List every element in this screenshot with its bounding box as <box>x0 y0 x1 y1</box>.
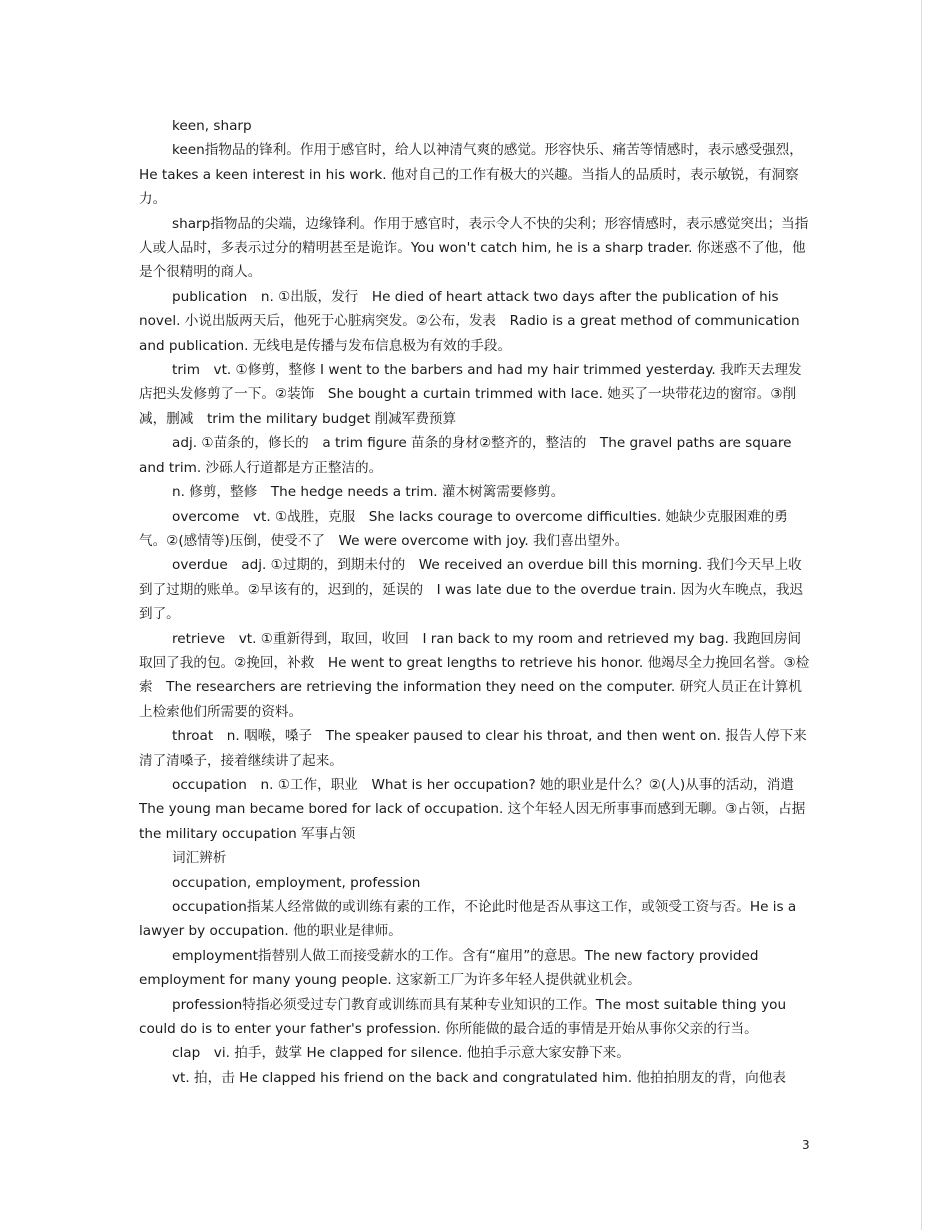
entry-overdue: overdue adj. ①过期的，到期未付的 We received an overdue bill this morning. 我们今天早上收到了过期的账单。②早该有的，迟到的，延误的 I was late due to the overdue train. 因为火车晚点，我迟到了。 <box>139 557 804 623</box>
vocabulary-body <box>139 114 819 1090</box>
entry-overcome: overcome vt. ①战胜，克服 She lacks courage to overcome difficulties. 她缺少克服困难的勇气。②(感情等)压倒，使受不了 We were overcome with joy. 我们喜出望外。 <box>139 508 788 549</box>
page-edge-divider <box>921 0 922 1230</box>
paragraph-profession-usage: profession特指必须受过专门教育或训练而具有某种专业知识的工作。The most suitable thing you could do is to enter your father's profession. 你所能做的最合适的事情是开始从事你父亲的行当。 <box>139 996 791 1038</box>
paragraph-employment-usage: employment指替别人做工而接受薪水的工作。含有“雇用”的意思。The new factory provided employment for many young people. 这家新工厂为许多年轻人提供就业机会。 <box>139 947 763 989</box>
entry-publication: publication n. ①出版，发行 He died of heart attack two days after the publication of his novel. 小说出版两天后，他死于心脏病突发。②公布，发表 Radio is a great method of communication and publication. 无线电是传播与发布信息极为有效的手段。 <box>139 288 804 354</box>
comparison-terms: occupation, employment, profession <box>172 874 421 891</box>
entry-trim-verb: trim vt. ①修剪，整修 I went to the barbers and had my hair trimmed yesterday. 我昨天去理发店把头发修剪了一下。②装饰 She bought a curtain trimmed with lace. 她买了一块带花边的窗帘。③削减，删减 trim the military budget 削减军费预算 <box>139 362 802 427</box>
paragraph-occupation-usage: occupation指某人经常做的或训练有素的工作，不论此时他是否从事这工作，或领受工资与否。He is a lawyer by occupation. 他的职业是律师。 <box>139 899 801 940</box>
paragraph-keen-sharp-heading: keen, sharp <box>172 118 252 134</box>
entry-trim-noun: n. 修剪，整修 The hedge needs a trim. 灌木树篱需要修剪。 <box>172 484 565 501</box>
entry-trim-adjective: adj. ①苗条的，修长的 a trim figure 苗条的身材②整齐的，整洁的 The gravel paths are square and trim. 沙砾人行道都是方正整洁的。 <box>139 435 796 476</box>
entry-occupation: occupation n. ①工作，职业 What is her occupation? 她的职业是什么？②(人)从事的活动，消遣 The young man became bored for lack of occupation. 这个年轻人因无所事事而感到无聊。③占领，占据 the military occupation 军事占领 <box>139 776 819 842</box>
paragraph-sharp: sharp指物品的尖端，边缘锋利。作用于感官时，表示令人不快的尖利；形容情感时，表示感觉突出；当指人或人品时，多表示过分的精明甚至是诡诈。You won't catch him, he is a sharp trader. 你迷惑不了他，他是个很精明的商人。 <box>139 215 809 281</box>
entry-throat: throat n. 咽喉，嗓子 The speaker paused to clear his throat, and then went on. 报告人停下来清了清嗓子，接着继续讲了起来。 <box>139 728 807 769</box>
page-number: 3 <box>802 1138 810 1152</box>
entry-clap-intransitive: clap vi. 拍手，鼓掌 He clapped for silence. 他拍手示意大家安静下来。 <box>172 1045 630 1062</box>
entry-retrieve: retrieve vt. ①重新得到，取回，收回 I ran back to my room and retrieved my bag. 我跑回房间取回了我的包。②挽回，补救 He went to great lengths to retrieve his honor. 他竭尽全力挽回名誉。③检索 The researchers are retrieving the information they need on the computer. 研究人员正在计算机上检索他们所需要的资料。 <box>139 630 810 720</box>
entry-clap-transitive: vt. 拍，击 He clapped his friend on the back and congratulated him. 他拍拍朋友的背，向他表 <box>172 1069 786 1086</box>
vocabulary-analysis-heading: 词汇辨析 <box>172 850 227 867</box>
paragraph-keen: keen指物品的锋利。作用于感官时，给人以神清气爽的感觉。形容快乐、痛苦等情感时，表示感受强烈，He takes a keen interest in his work. 他对自己的工作有极大的兴趣。当指人的品质时，表示敏锐，有洞察力。 <box>139 142 803 208</box>
